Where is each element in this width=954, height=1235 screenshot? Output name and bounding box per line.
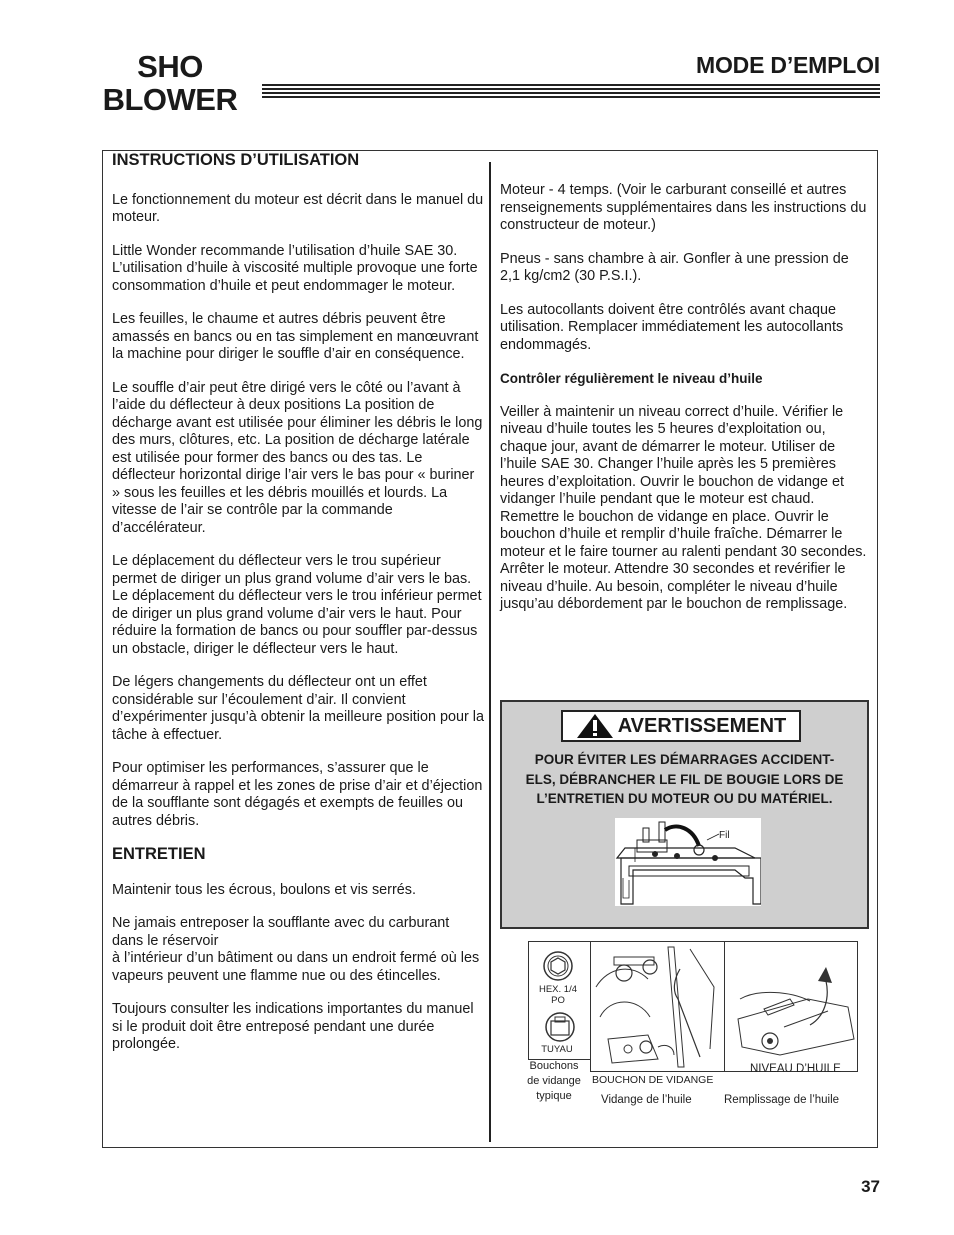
heading-entretien: ENTRETIEN	[112, 845, 206, 863]
column-divider	[489, 162, 491, 1142]
warning-line: L’ENTRETIEN DU MOTEUR OU DU MATÉRIEL.	[536, 791, 833, 806]
brand-line-1: SHO	[137, 49, 203, 84]
paragraph	[112, 915, 484, 985]
header-rules	[262, 84, 880, 100]
tuyau-label: TUYAU	[541, 1044, 573, 1055]
plugs-caption-line-2: de vidange	[527, 1075, 581, 1087]
left-column	[112, 152, 484, 1070]
oil-change-illustration	[528, 939, 860, 1079]
brand-line-2: BLOWER	[102, 82, 238, 117]
page-number: 37	[861, 1177, 880, 1196]
drain-plug-label: BOUCHON DE VIDANGE	[592, 1074, 714, 1086]
paragraph: Moteur - 4 temps. (Voir le carburant conseillé et autres renseignements supplémentaires dans les instructions du constructeur de moteur.)	[500, 182, 867, 233]
warning-header	[561, 710, 801, 742]
wire-label: Fil	[719, 830, 730, 841]
spark-plug-figure	[615, 818, 761, 906]
heading-instructions: INSTRUCTIONS D’UTILISATION	[112, 151, 360, 169]
text-line: à l’intérieur d’un bâtiment ou dans un endroit fermé où les vapeurs peuvent une flamme nue ou des étincelles.	[112, 950, 480, 984]
text-line: Ne jamais entreposer la soufflante avec du carburant dans le réservoir	[112, 915, 450, 949]
right-column	[500, 182, 872, 630]
paragraph: De légers changements du déflecteur ont un effet considérable sur l’écoulement d’air. Il convient d’expérimenter jusqu’à obtenir la meilleure position pour la tâche à effectuer.	[112, 674, 484, 743]
warning-text	[502, 750, 867, 809]
warning-triangle-icon	[576, 713, 614, 739]
paragraph: Le souffle d’air peut être dirigé vers le côté ou l’avant à l’aide du déflecteur à deux positions La position de décharge avant est utilisée pour éliminer les débris le long des murs, clôtures, etc. La position de décharge latérale est utilisée pour former des bancs ou des tas. Le déflecteur horizontal dirige l’air vers le bas pour « buriner » sous les feuilles et les débris mouillés et lourds. La vitesse de l’air se contrôle par la commande d’accélérateur.	[112, 379, 483, 536]
paragraph: Veiller à maintenir un niveau correct d’huile. Vérifier le niveau d’huile toutes les 5 heures d’exploitation ou, chaque jour, avant de démarrer le moteur. Utiliser de l’huile SAE 30. Changer l’huile après les 5 premières heures d’exploitation. Ouvrir le bouchon de vidange et vidanger l’huile pendant que le moteur est chaud. Remettre le bouchon de vidange en place. Ouvrir le bouchon d’huile et remplir d’huile fraîche. Démarrer le moteur et le faire tourner au ralenti pendant 30 secondes. Arrêter le moteur. Attendre 30 secondes et revérifier le niveau d’huile. Au besoin, compléter le niveau d’huile jusqu’au débordement par le bouchon de remplissage.	[500, 403, 867, 612]
paragraph: Toujours consulter les indications importantes du manuel si le produit doit être entreposé pendant une durée prolongée.	[112, 1001, 474, 1052]
brand-title	[100, 50, 240, 116]
warning-title: AVERTISSEMENT	[617, 714, 787, 737]
paragraph: Les feuilles, le chaume et autres débris peuvent être amassés en bancs ou en tas simplement en manœuvrant la machine pour diriger le souffle d’air en conséquence.	[112, 311, 479, 362]
hex-label-line-1: HEX. 1/4	[538, 984, 578, 995]
paragraph: Pour optimiser les performances, s’assurer que le démarreur à rappel et les zones de prise d’air et d’éjection de la soufflante sont dégagés et exempts de feuilles ou autres débris.	[112, 760, 483, 829]
warning-line: ELS, DÉBRANCHER LE FIL DE BOUGIE LORS DE	[525, 771, 844, 787]
fill-caption: Remplissage de l’huile	[724, 1094, 840, 1106]
oil-level-label: NIVEAU D’HUILE	[750, 1063, 841, 1075]
paragraph: Maintenir tous les écrous, boulons et vis serrés.	[112, 881, 416, 898]
paragraph: Little Wonder recommande l’utilisation d’huile SAE 30. L’utilisation d’huile à viscosité multiple provoque une forte consommation d’huile et peut endommager le moteur.	[112, 242, 478, 294]
warning-line: POUR ÉVITER LES DÉMARRAGES ACCIDENT-	[534, 752, 835, 767]
drain-caption: Vidange de l’huile	[601, 1094, 692, 1106]
oil-change-figure	[528, 939, 860, 1086]
section-title: MODE D’EMPLOI	[696, 52, 880, 78]
spark-plug-wire-illustration	[615, 818, 761, 906]
paragraph: Le déplacement du déflecteur vers le trou supérieur permet de diriger un plus grand volume d’air vers le bas. Le déplacement du déflecteur vers le trou inférieur permet de diriger un plus grand volume d’air vers le haut. Pour réduire la formation de bancs ou pour souffler par-dessus un obstacle, diriger le déflecteur vers le haut.	[112, 553, 482, 657]
plugs-caption-line-1: Bouchons	[529, 1060, 579, 1072]
paragraph: Le fonctionnement du moteur est décrit dans le manuel du moteur.	[112, 191, 484, 225]
paragraph: Les autocollants doivent être contrôlés avant chaque utilisation. Remplacer immédiatement les autocollants endommagés.	[500, 301, 844, 353]
warning-box	[500, 700, 869, 929]
hex-label-line-2: PO	[551, 995, 565, 1006]
heading-oil-level: Contrôler régulièrement le niveau d’huile	[500, 371, 763, 386]
paragraph: Pneus - sans chambre à air. Gonfler à une pression de 2,1 kg/cm2 (30 P.S.I.).	[500, 250, 849, 284]
plugs-caption-line-3: typique	[536, 1090, 572, 1102]
